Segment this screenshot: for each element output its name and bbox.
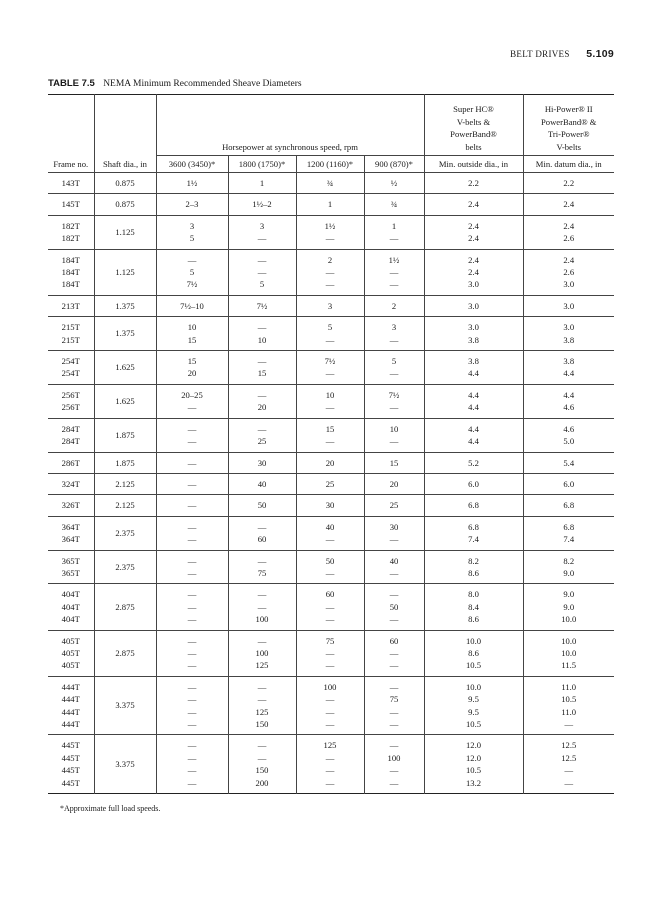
min-datum-cell: 2.2 [523,173,614,194]
table-row [48,584,614,630]
shaft-cell: 1.125 [94,249,156,295]
hp900-cell: 60 — — [364,630,424,676]
min-od-cell: 3.8 4.4 [424,351,523,385]
table-caption [48,78,302,89]
min-od-cell: 4.4 4.4 [424,418,523,452]
min-datum-cell: 5.4 [523,452,614,473]
frame-cell: 444T 444T 444T 444T [48,676,94,735]
frame-cell: 326T [48,495,94,516]
min-od-cell: 2.2 [424,173,523,194]
hp3600-cell: — — [156,516,228,550]
hp1200-cell: 30 [296,495,364,516]
hp900-cell: 15 [364,452,424,473]
shaft-cell: 3.375 [94,735,156,794]
hp900-cell: 2 [364,295,424,316]
min-datum-cell: 6.0 [523,473,614,494]
hp900-cell: ½ [364,173,424,194]
min-od-cell: 2.4 2.4 3.0 [424,249,523,295]
sheave-diameter-table [48,94,614,794]
hp1200-cell: 40 — [296,516,364,550]
frame-cell: 445T 445T 445T 445T [48,735,94,794]
table-row [48,249,614,295]
hp1200-cell: 20 [296,452,364,473]
hp3600-cell: 15 20 [156,351,228,385]
hp900-cell: — 50 — [364,584,424,630]
hp1800-cell: — 60 [228,516,296,550]
frame-cell: 284T 284T [48,418,94,452]
hp1200-cell: 5 — [296,317,364,351]
min-datum-cell: 4.6 5.0 [523,418,614,452]
hp1800-cell: — — 5 [228,249,296,295]
shaft-cell: 3.375 [94,676,156,735]
hp3600-cell: 1½ [156,173,228,194]
hp1800-cell: — 75 [228,550,296,584]
shaft-header: Shaft dia., in [94,156,156,173]
hp900-cell: 25 [364,495,424,516]
hp1800-cell: — 25 [228,418,296,452]
min-od-cell: 4.4 4.4 [424,384,523,418]
hp900-cell: — 100 — — [364,735,424,794]
hp1800-cell: 30 [228,452,296,473]
hp1200-cell: 10 — [296,384,364,418]
hp1200-cell: ¾ [296,173,364,194]
min-od-cell: 8.2 8.6 [424,550,523,584]
shaft-cell: 1.875 [94,418,156,452]
hp1200-cell: 25 [296,473,364,494]
hp1800-cell: — 100 125 [228,630,296,676]
hp1200-cell: 15 — [296,418,364,452]
hp900-cell: 30 — [364,516,424,550]
shaft-cell: 2.375 [94,550,156,584]
table-row [48,173,614,194]
hp1200-cell: 60 — — [296,584,364,630]
table-row [48,418,614,452]
table-row [48,351,614,385]
shaft-cell: 1.625 [94,384,156,418]
hp1200-cell: 3 [296,295,364,316]
hp1200-cell: 2 — — [296,249,364,295]
table-row [48,317,614,351]
min-od-cell: 8.0 8.4 8.6 [424,584,523,630]
hp900-cell: ¾ [364,194,424,215]
hp1200-cell: 100 — — — [296,676,364,735]
hp1800-cell: — — 100 [228,584,296,630]
min-od-cell: 3.0 3.8 [424,317,523,351]
min-datum-cell: 2.4 2.6 [523,215,614,249]
min-od-cell: 6.8 [424,495,523,516]
shaft-cell: 0.875 [94,194,156,215]
frame-cell: 143T [48,173,94,194]
hp900-cell: 3 — [364,317,424,351]
hp1800-cell: — 10 [228,317,296,351]
min-datum-cell: 6.8 [523,495,614,516]
hp3600-cell: — [156,495,228,516]
shaft-cell: 2.875 [94,630,156,676]
hp3600-cell: — — — — [156,676,228,735]
hp3600-cell: — [156,452,228,473]
frame-cell: 184T 184T 184T [48,249,94,295]
hp900-cell: 20 [364,473,424,494]
min-od-cell: 5.2 [424,452,523,473]
table-row [48,516,614,550]
min-od-cell: 10.0 9.5 9.5 10.5 [424,676,523,735]
min-datum-cell: 11.0 10.5 11.0 — [523,676,614,735]
min-datum-cell: 4.4 4.6 [523,384,614,418]
min-datum-cell: 3.0 [523,295,614,316]
frame-cell: 213T [48,295,94,316]
hp1800-cell: 1½–2 [228,194,296,215]
table-row [48,676,614,735]
min-od-cell: 12.0 12.0 10.5 13.2 [424,735,523,794]
hp900-cell: 10 — [364,418,424,452]
hp1200-cell: 1½ — [296,215,364,249]
min-datum-cell: 8.2 9.0 [523,550,614,584]
hp1800-cell: — — 125 150 [228,676,296,735]
table-row [48,495,614,516]
min-od-cell: 6.8 7.4 [424,516,523,550]
frame-cell: 364T 364T [48,516,94,550]
shaft-cell: 1.125 [94,215,156,249]
hp1200-cell: 50 — [296,550,364,584]
min-datum-cell: 10.0 10.0 11.5 [523,630,614,676]
table-row [48,630,614,676]
rpm900-header: 900 (870)* [364,156,424,173]
hp1800-cell: 1 [228,173,296,194]
hp1800-cell: 3 — [228,215,296,249]
frame-cell: 404T 404T 404T [48,584,94,630]
hp900-cell: 5 — [364,351,424,385]
hp1800-cell: — — 150 200 [228,735,296,794]
table-row [48,735,614,794]
min-datum-cell: 12.5 12.5 — — [561,740,577,788]
min-datum-cell: 6.8 7.4 [523,516,614,550]
frame-cell: 256T 256T [48,384,94,418]
min-od-cell: 3.0 [424,295,523,316]
super-hc-header: Super HC® V-belts & PowerBand® belts [424,95,523,156]
shaft-cell: 0.875 [94,173,156,194]
shaft-cell: 1.375 [94,317,156,351]
shaft-cell: 1.625 [94,351,156,385]
frame-header: Frame no. [48,156,94,173]
shaft-cell: 1.875 [94,452,156,473]
shaft-cell: 2.375 [94,516,156,550]
hp1800-cell: — 15 [228,351,296,385]
running-head [510,48,614,60]
hp1800-cell: 7½ [228,295,296,316]
hp1800-cell: 40 [228,473,296,494]
frame-cell: 286T [48,452,94,473]
min-od-cell: 2.4 2.4 [424,215,523,249]
hp3600-cell: — — — [156,584,228,630]
frame-cell: 405T 405T 405T [48,630,94,676]
min-datum-cell: 2.4 [523,194,614,215]
hp1800-cell: 50 [228,495,296,516]
rpm1200-header: 1200 (1160)* [296,156,364,173]
hp900-cell: 40 — [364,550,424,584]
table-row [48,215,614,249]
hp900-cell: 1 — [364,215,424,249]
shaft-cell: 2.875 [94,584,156,630]
table-row [48,473,614,494]
min-datum-cell: 2.4 2.6 3.0 [523,249,614,295]
hp1200-cell: 125 — — — [296,735,364,794]
page-number: 5.109 [586,48,614,60]
hp1800-cell: — 20 [228,384,296,418]
rpm3600-header: 3600 (3450)* [156,156,228,173]
min-od-cell: 2.4 [424,194,523,215]
table-row [48,452,614,473]
table-row [48,295,614,316]
table-body [48,173,614,794]
hp3600-cell: — 5 7½ [156,249,228,295]
footnote: *Approximate full load speeds. [60,804,161,813]
hp3600-cell: — — [156,550,228,584]
hp1200-cell: 7½ — [296,351,364,385]
min-datum-cell: 3.8 4.4 [523,351,614,385]
table-row [48,194,614,215]
hp3600-cell: — [156,473,228,494]
hp3600-cell: — — — [156,630,228,676]
frame-cell: 254T 254T [48,351,94,385]
table-row [48,384,614,418]
shaft-cell: 2.125 [94,495,156,516]
frame-cell: 215T 215T [48,317,94,351]
min-datum-header: Min. datum dia., in [523,156,614,173]
running-head-section: BELT DRIVES [510,49,570,59]
hp3600-cell: 20–25 — [156,384,228,418]
min-od-cell: 10.0 8.6 10.5 [424,630,523,676]
hp1200-cell: 1 [296,194,364,215]
min-datum-cell: 3.0 3.8 [523,317,614,351]
hi-power-header: Hi-Power® II PowerBand® & Tri-Power® V-belts [523,95,614,156]
hp3600-cell: 2–3 [156,194,228,215]
shaft-cell: 1.375 [94,295,156,316]
frame-cell: 365T 365T [48,550,94,584]
frame-cell: 182T 182T [48,215,94,249]
hp-group-header: Horsepower at synchronous speed, rpm [156,95,424,156]
hp900-cell: 1½ — — [364,249,424,295]
shaft-cell: 2.125 [94,473,156,494]
min-od-header: Min. outside dia., in [424,156,523,173]
hp3600-cell: — — [156,418,228,452]
hp1200-cell: 75 — — [296,630,364,676]
table-label: TABLE 7.5 [48,78,95,89]
hp900-cell: 7½ — [364,384,424,418]
hp900-cell: — 75 — — [364,676,424,735]
min-datum-cell: 9.0 9.0 10.0 [523,584,614,630]
table-title: NEMA Minimum Recommended Sheave Diameters [103,79,302,89]
frame-cell: 145T [48,194,94,215]
hp3600-cell: 10 15 [156,317,228,351]
hp3600-cell: — — — — [156,735,228,794]
hp3600-cell: 7½–10 [156,295,228,316]
frame-cell: 324T [48,473,94,494]
table-row [48,550,614,584]
rpm1800-header: 1800 (1750)* [228,156,296,173]
hp3600-cell: 3 5 [156,215,228,249]
min-od-cell: 6.0 [424,473,523,494]
